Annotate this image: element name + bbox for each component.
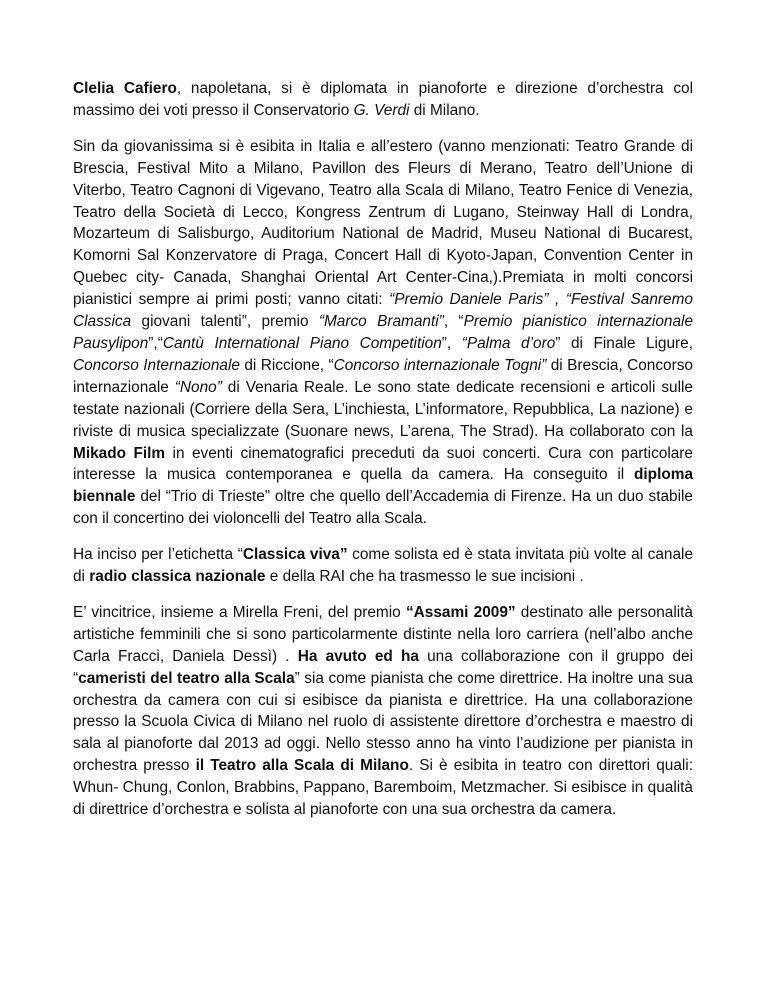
bold-text: Mikado Film — [73, 444, 166, 462]
paragraph-3 — [73, 544, 693, 588]
bold-text: radio classica nazionale — [89, 568, 266, 586]
italic-text: “Nono” — [174, 378, 222, 396]
paragraph-4 — [73, 602, 693, 821]
bold-text: “Assami 2009” — [405, 603, 516, 621]
italic-text: Concorso internazionale Togni” — [333, 356, 547, 374]
body-text: , “ — [443, 313, 464, 331]
body-text: in eventi cinematografici preceduti da suoi concerti. Cura con particolare interesse la musica contemporanea e quella da camera. Ha conseguito il — [73, 444, 693, 484]
body-text: di Riccione, “ — [239, 356, 334, 374]
body-text: destinato alle personalità artistiche femminili che si sono particolarmente distinte nella loro carriera (nell’albo anche Carla Fracci, Daniela Dessì) . — [73, 603, 693, 665]
body-text: di Milano. — [409, 101, 480, 119]
bold-text: diploma biennale — [73, 466, 693, 506]
body-text: di Venaria Reale. Le sono state dedicate recensioni e articoli sulle testate nazionali (Corriere della Sera, L’inchiesta, L’informatore, Repubblica, La nazione) e riviste di musica specializzate (Suonare news, L’arena, The Strad). Ha collaborato con la — [73, 378, 693, 440]
body-text: ” di Finale Ligure, — [555, 334, 694, 352]
body-text: Ha inciso per l’etichetta “ — [73, 546, 243, 564]
bold-text: Clelia Cafiero — [73, 80, 177, 97]
body-text: e della RAI che ha trasmesso le sue incisioni . — [265, 568, 584, 586]
italic-text: “Premio Daniele Paris” , “Festival Sanremo Classica — [73, 291, 693, 331]
bold-text: Classica viva” — [242, 546, 348, 564]
bold-text: Ha avuto ed ha — [297, 647, 419, 665]
body-text: di Brescia, Concorso internazionale — [73, 356, 693, 396]
italic-text: Concorso Internazionale — [73, 356, 240, 374]
body-text: ” sia come pianista che come direttrice. Ha inoltre una sua orchestra da camera con cui si esibisce da pianista e direttrice. Ha una collaborazione presso la Scuola Civica di Milano nel ruolo di assistente direttore d’orchestra e maestro di sala al pianoforte dal 2013 ad oggi. Nello stesso anno ha vinto l’audizione per pianista in orchestra presso — [73, 669, 693, 775]
body-text: E’ vincitrice, insieme a Mirella Freni, del premio — [73, 603, 406, 621]
body-text: del “Trio di Trieste” oltre che quello dell’Accademia di Firenze. Ha un duo stabile con il concertino dei violoncelli del Teatro alla Scala. — [73, 488, 693, 528]
italic-text: Premio pianistico internazionale Pausylipon — [73, 313, 694, 352]
body-text: Sin da giovanissima si è esibita in Italia e all’estero (vanno menzionati: Teatro Grande di Brescia, Festival Mito a Milano, Pavillon des Fleurs di Merano, Teatro dell’Unione di Viterbo, Teatro Cagnoni di Vigevano, Teatro alla Scala di Milano, Teatro Fenice di Venezia, Teatro della Società di Lecco, Kongress Zentrum di Lugano, Steinway Hall di Londra, Mozarteum di Salisburgo, Auditorium National de Madrid, Museu National di Bucarest, Komorni Sal Konzervatore di Praga, Concert Hall di Kyoto-Japan, Convention Center in Quebec city- Canada, Shanghai Oriental Art Center-Cina,).Premiata in molti concorsi pianistici sempre ai primi posti; vanno citati: — [73, 137, 693, 309]
paragraph-2 — [73, 136, 693, 530]
bold-text: cameristi del teatro alla Scala — [78, 669, 295, 687]
body-text: come solista ed è stata invitata più volte al canale di — [73, 546, 694, 586]
document-page — [73, 78, 693, 821]
body-text: ”, — [441, 334, 462, 352]
paragraph-1 — [73, 78, 693, 122]
body-text: una collaborazione con il gruppo dei “ — [73, 647, 693, 687]
bold-text: il Teatro alla Scala di Milano — [195, 757, 409, 775]
italic-text: “Marco Bramanti” — [318, 313, 444, 331]
body-text: giovani talenti”, premio — [131, 313, 319, 331]
italic-text: Cantù International Piano Competition — [162, 334, 442, 352]
italic-text: G. Verdi — [353, 101, 410, 119]
body-text: ”,“ — [148, 334, 163, 352]
body-text: . Si è esibita in teatro con direttori quali: Whun- Chung, Conlon, Brabbins, Pappano, Baremboim, Metzmacher. Si esibisce in qualità di direttrice d’orchestra e solista al pianoforte con una sua orchestra da camera. — [73, 757, 694, 819]
body-text: , napoletana, si è diplomata in pianoforte e direzione d’orchestra col massimo dei voti presso il Conservatorio — [73, 80, 693, 119]
italic-text: “Palma d’oro — [461, 334, 556, 352]
